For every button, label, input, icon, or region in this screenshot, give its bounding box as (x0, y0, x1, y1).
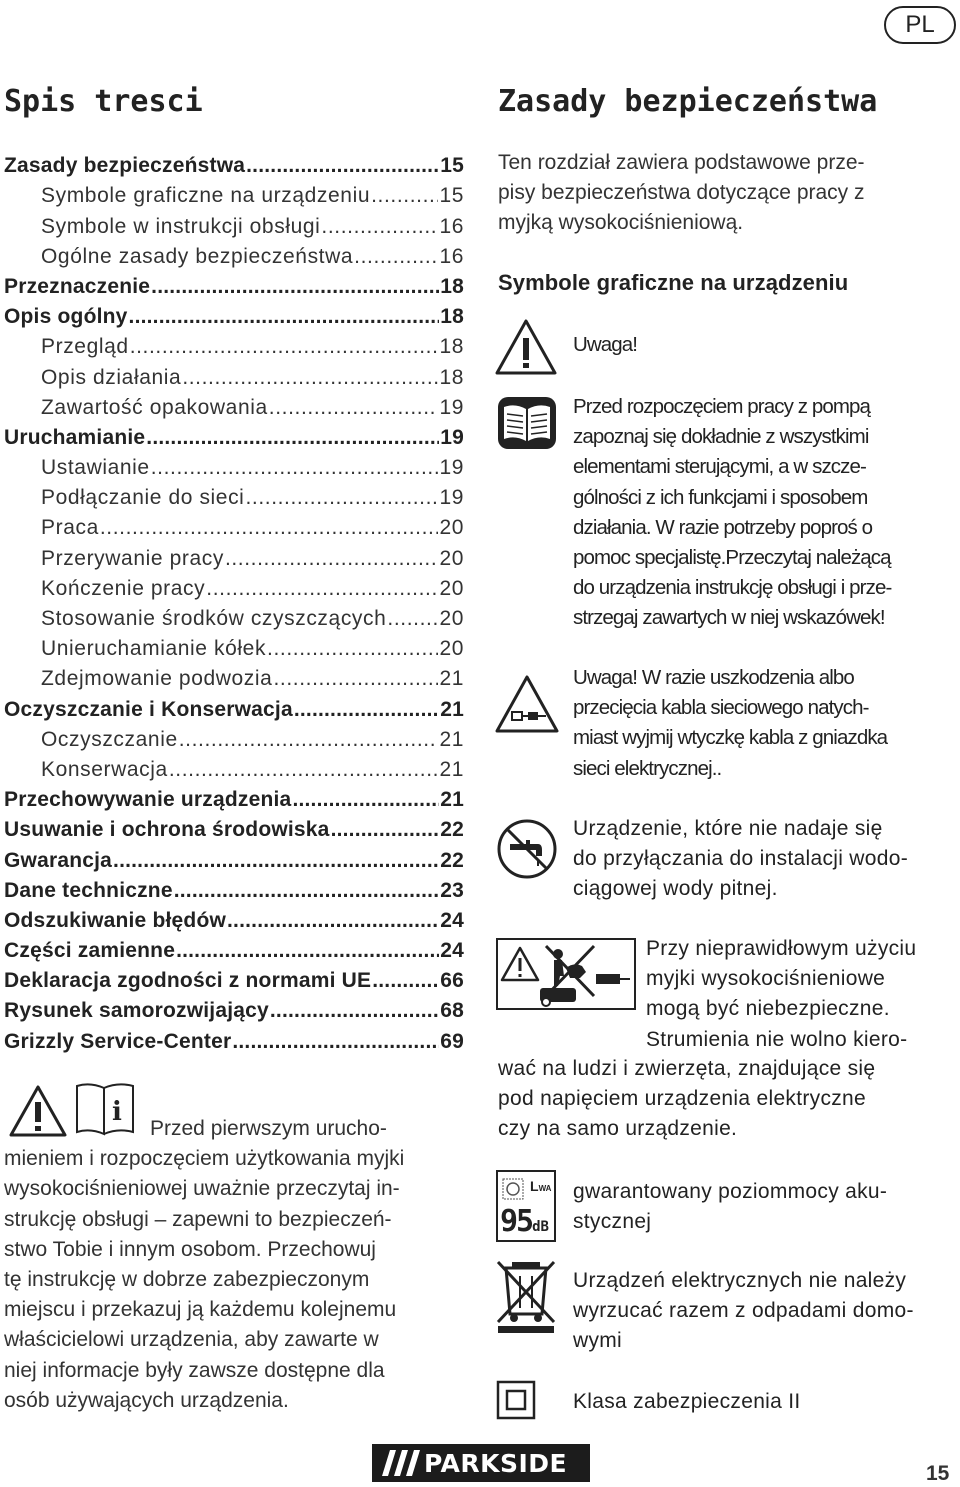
text-line: Klasa zabezpieczenia II (573, 1390, 801, 1413)
toc-entry-label: Zdejmowanie podwozia (41, 667, 273, 691)
toc-leader-dots (269, 396, 439, 420)
text-line: gwarantowany poziommocy aku- (573, 1180, 888, 1203)
toc-leader-dots (129, 305, 440, 329)
text-line: działania. W razie potrzeby poproś o (573, 515, 873, 539)
text-line: Urządzenie, które nie nadaje się (573, 817, 883, 840)
toc-entry-label: Kończenie pracy (41, 576, 206, 600)
toc-entry-label: Grizzly Service-Center (4, 1029, 232, 1053)
symbols-subtitle: Symbole graficzne na urządzeniu (498, 270, 849, 295)
toc-leader-dots (176, 939, 439, 963)
svg-text:i: i (112, 1097, 122, 1127)
text-line: mogą być niebezpieczne. (646, 997, 890, 1021)
text-line: miejscu i przekazuj ją każdemu kolejnemu (4, 1298, 397, 1322)
safety-title: Zasady bezpieczeństwa (498, 84, 878, 119)
toc-entry-label: Stosowanie środków czyszczących (41, 607, 387, 630)
toc-leader-dots (273, 667, 438, 691)
toc-leader-dots (225, 547, 439, 571)
toc-entry[interactable] (4, 480, 464, 510)
toc-entry-label: Konserwacja (41, 757, 168, 781)
toc-leader-dots (331, 818, 440, 842)
toc-entry-page: 15 (439, 184, 464, 208)
toc-entry[interactable] (4, 631, 464, 661)
toc-entry-page: 19 (440, 425, 464, 449)
toc-entry-page: 68 (440, 999, 464, 1023)
toc-leader-dots (354, 245, 438, 269)
toc-entry[interactable] (4, 359, 464, 389)
noise-unit: dB (532, 1219, 549, 1235)
toc-entry[interactable] (4, 178, 464, 208)
toc-leader-dots (387, 607, 438, 631)
page-number: 15 (926, 1462, 950, 1485)
toc-entry[interactable] (4, 510, 464, 540)
text-line: pisy bezpieczeństwa dotyczące pracy z (498, 181, 865, 205)
toc-leader-dots (130, 335, 439, 359)
warning-triangle-icon (494, 318, 558, 376)
text-line: pod napięciem urządzenia elektryczne (498, 1087, 867, 1111)
toc-entry-label: Rysunek samorozwijający (4, 999, 269, 1023)
text-line: myjki wysokociśnieniowe (646, 967, 886, 991)
toc-entry-label: Odszukiwanie błędów (4, 908, 227, 932)
text-line: wymi (573, 1329, 623, 1353)
text-line: stwo Tobie i innym osobom. Przechowuj (4, 1237, 376, 1261)
toc-entry[interactable] (4, 963, 464, 993)
table-of-contents (4, 148, 464, 1054)
brand-name: PARKSIDE (424, 1448, 568, 1478)
toc-entry-label: Uruchamianie (4, 425, 146, 449)
text-line: do przyłączania do instalacji wodo- (573, 847, 909, 871)
symbol-people-continuation (498, 1054, 875, 1145)
text-line: wysokociśnieniowej uważnie przeczytaj in- (4, 1177, 400, 1201)
toc-leader-dots (232, 1030, 439, 1054)
toc-entry-label: Zawartość opakowania (41, 395, 268, 419)
toc-entry-label: Ogólne zasady bezpieczeństwa (41, 244, 354, 268)
brand-stripes-icon (372, 1444, 422, 1482)
toc-entry-page: 66 (440, 969, 464, 993)
no-spray-people-animals-icon (496, 938, 636, 1010)
text-line: wyrzucać razem z odpadami domo- (573, 1299, 914, 1323)
text-line: Przy nieprawidłowym użyciu (646, 937, 917, 960)
symbol-manual-text (573, 392, 891, 634)
toc-entry[interactable] (4, 1023, 464, 1053)
text-line: stycznej (573, 1210, 652, 1234)
toc-entry[interactable] (4, 329, 464, 359)
toc-entry-page: 18 (440, 305, 464, 329)
toc-leader-dots (151, 456, 439, 480)
toc-entry-label: Części zamienne (4, 939, 176, 963)
toc-entry[interactable] (4, 420, 464, 450)
toc-entry-label: Przegląd (41, 335, 129, 359)
text-line: wać na ludzi i zwierzęta, znajdujące się (498, 1057, 876, 1080)
toc-leader-dots (267, 637, 438, 661)
symbol-water-text (573, 814, 908, 905)
toc-leader-dots (292, 788, 439, 812)
toc-entry-page: 15 (440, 154, 464, 178)
text-line: gólności z ich funkcjami i sposobem (573, 485, 868, 509)
safety-intro-text (498, 148, 958, 239)
toc-entry[interactable] (4, 842, 464, 872)
toc-entry-page: 16 (439, 214, 464, 238)
toc-entry-label: Oczyszczanie (41, 727, 178, 751)
text-line: czy na samo urządzenie. (498, 1117, 738, 1141)
text-line: ciągowej wody pitnej. (573, 877, 778, 901)
unplug-cable-icon (494, 674, 560, 734)
text-line: Urządzeń elektrycznych nie należy (573, 1269, 907, 1292)
toc-entry[interactable] (4, 812, 464, 842)
toc-entry-page: 20 (439, 576, 464, 600)
toc-entry[interactable] (4, 148, 464, 178)
toc-entry-label: Podłączanie do sieci (41, 486, 245, 510)
toc-entry-label: Opis działania (41, 365, 182, 389)
toc-leader-dots (294, 698, 439, 722)
toc-leader-dots (321, 215, 438, 239)
toc-leader-dots (179, 728, 439, 752)
symbol-warning-text (573, 330, 637, 360)
toc-entry-page: 22 (440, 848, 464, 872)
text-line: przecięcia kabla sieciowego natych- (573, 696, 869, 720)
symbol-weee-text (573, 1266, 914, 1357)
toc-entry-page: 16 (439, 244, 464, 268)
sound-power-level-icon (496, 1170, 556, 1242)
toc-leader-dots (146, 426, 439, 450)
toc-entry-page: 18 (439, 335, 464, 359)
text-line: Przed pierwszym urucho- (150, 1117, 387, 1140)
noise-value: 95 (500, 1204, 533, 1239)
toc-title: Spis tresci (4, 84, 203, 119)
protection-class-2-icon (496, 1380, 536, 1420)
symbol-cable-text (573, 663, 887, 784)
toc-leader-dots (151, 275, 439, 299)
toc-entry[interactable] (4, 722, 464, 752)
toc-leader-dots (113, 849, 439, 873)
toc-entry-page: 21 (440, 697, 464, 721)
crossed-bin-icon (494, 1258, 558, 1334)
toc-entry[interactable] (4, 752, 464, 782)
toc-entry-label: Usuwanie i ochrona środowiska (4, 818, 330, 842)
toc-entry[interactable] (4, 450, 464, 480)
toc-entry[interactable] (4, 691, 464, 721)
toc-leader-dots (371, 184, 438, 208)
lwa-sub: WA (538, 1184, 552, 1193)
toc-entry[interactable] (4, 239, 464, 269)
text-line: Ten rozdział zawiera podstawowe prze- (498, 151, 865, 174)
toc-entry[interactable] (4, 540, 464, 570)
toc-entry-label: Symbole w instrukcji obsługi (41, 214, 321, 238)
text-line: Strumienia nie wolno kiero- (646, 1027, 908, 1051)
toc-entry[interactable] (4, 299, 464, 329)
toc-leader-dots (372, 969, 439, 993)
toc-entry-page: 21 (439, 727, 464, 751)
toc-entry[interactable] (4, 661, 464, 691)
symbol-people-text (646, 934, 916, 1055)
text-line: miast wyjmij wtyczkę kabla z gniazdka (573, 726, 888, 750)
no-water-tap-icon (496, 818, 558, 880)
toc-entry-page: 21 (439, 667, 464, 691)
toc-entry[interactable] (4, 390, 464, 420)
toc-leader-dots (270, 999, 439, 1023)
text-line: zapoznaj się dokładnie z wszystkimi (573, 425, 869, 449)
text-line: strzegaj zawartych w niej wskazówek! (573, 606, 885, 630)
text-line: Uwaga! W razie uszkodzenia albo (573, 666, 854, 689)
toc-entry[interactable] (4, 208, 464, 238)
toc-entry-label: Unieruchamianie kółek (41, 637, 267, 661)
text-line: sieci elektrycznej.. (573, 756, 722, 780)
text-line: osób używających urządzenia. (4, 1388, 289, 1412)
toc-entry-label: Przeznaczenie (4, 274, 151, 298)
toc-entry-label: Dane techniczne (4, 878, 173, 902)
toc-entry[interactable] (4, 782, 464, 812)
toc-entry-page: 21 (440, 788, 464, 812)
toc-entry-label: Opis ogólny (4, 305, 128, 329)
text-line: właścicielowi urządzenia, aby zawarte w (4, 1328, 379, 1352)
text-line: do urządzenia instrukcję obsługi i prze- (573, 576, 892, 600)
toc-leader-dots (174, 879, 440, 903)
toc-leader-dots (206, 577, 438, 601)
text-line: Przed rozpoczęciem pracy z pompą (573, 395, 871, 418)
toc-entry-page: 18 (439, 365, 464, 389)
toc-entry-label: Ustawianie (41, 456, 150, 480)
toc-entry-page: 22 (440, 818, 464, 842)
toc-entry-label: Przechowywanie urządzenia (4, 788, 292, 812)
toc-entry[interactable] (4, 601, 464, 631)
symbol-class2-text (573, 1387, 801, 1417)
toc-leader-dots (245, 486, 438, 510)
symbol-noise-text (573, 1177, 887, 1237)
toc-entry-page: 20 (439, 516, 464, 540)
toc-entry-page: 19 (439, 456, 464, 480)
toc-entry-label: Praca (41, 516, 99, 540)
text-line: elementami sterującymi, a w szcze- (573, 455, 866, 479)
text-line: tę instrukcję w dobrze zabezpieczonym (4, 1268, 370, 1292)
text-line: Uwaga! (573, 333, 638, 356)
toc-entry-page: 20 (439, 637, 464, 661)
toc-entry-page: 24 (440, 939, 464, 963)
toc-entry-page: 69 (440, 1029, 464, 1053)
toc-entry-page: 24 (440, 908, 464, 932)
toc-entry-label: Oczyszczanie i Konserwacja (4, 697, 293, 721)
lwa-label: L (530, 1178, 539, 1194)
toc-entry-label: Symbole graficzne na urządzeniu (41, 184, 371, 208)
toc-entry-page: 21 (439, 757, 464, 781)
toc-entry-page: 19 (439, 395, 464, 419)
toc-entry[interactable] (4, 571, 464, 601)
toc-entry-label: Przerywanie pracy (41, 546, 224, 570)
text-line: strukcję obsługi – zapewni to bezpieczeń- (4, 1207, 392, 1231)
toc-leader-dots (182, 366, 438, 390)
toc-entry[interactable] (4, 873, 464, 903)
toc-entry-label: Deklaracja zgodności z normami UE (4, 969, 372, 993)
toc-leader-dots (246, 154, 439, 178)
toc-entry-page: 23 (440, 878, 464, 902)
intro-warning-text (4, 1114, 464, 1416)
brand-logo (372, 1444, 590, 1482)
text-line: niej informacje były zawsze dostępne dla (4, 1358, 385, 1382)
text-line: myjką wysokociśnieniową. (498, 211, 744, 235)
toc-leader-dots (169, 758, 439, 782)
text-line: mieniem i rozpoczęciem użytkowania myjki (4, 1147, 405, 1171)
speaker-icon (502, 1178, 524, 1200)
language-badge: PL (884, 6, 956, 44)
toc-entry-page: 20 (439, 607, 464, 630)
toc-entry[interactable] (4, 269, 464, 299)
toc-leader-dots (100, 516, 439, 540)
toc-entry-page: 18 (440, 274, 464, 298)
toc-entry[interactable] (4, 993, 464, 1023)
toc-entry[interactable] (4, 903, 464, 933)
toc-entry-page: 20 (439, 546, 464, 570)
toc-entry[interactable] (4, 933, 464, 963)
toc-entry-page: 19 (439, 486, 464, 510)
manual-book-icon (496, 395, 558, 451)
text-line: pomoc specjalistę.Przeczytaj należącą (573, 546, 891, 570)
toc-leader-dots (227, 909, 439, 933)
toc-entry-label: Zasady bezpieczeństwa (4, 154, 246, 178)
toc-entry-label: Gwarancja (4, 848, 113, 872)
